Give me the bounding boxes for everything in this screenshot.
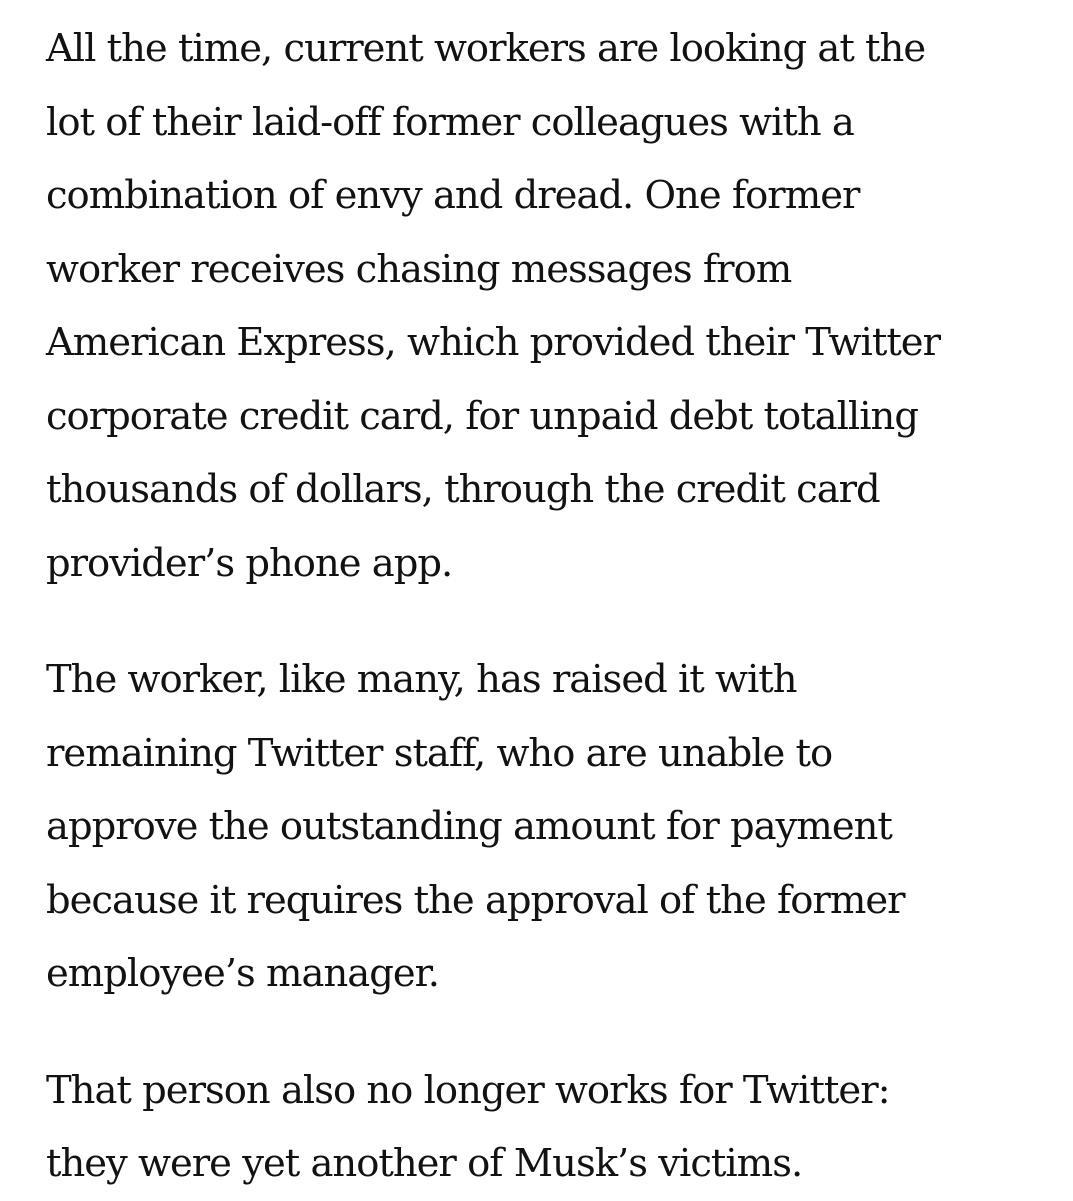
article-paragraph-2: [46, 643, 1056, 1011]
article-body: [46, 12, 1056, 1201]
text-line: lot of their laid-off former colleagues with a: [46, 99, 854, 145]
text-line: combination of envy and dread. One former: [46, 173, 860, 218]
text-line: they were yet another of Musk’s victims.: [46, 1141, 803, 1186]
text-line: provider’s phone app.: [46, 540, 453, 586]
text-line: because it requires the approval of the former: [46, 877, 905, 923]
text-line: American Express, which provided their Twitter: [46, 320, 940, 365]
text-line: corporate credit card, for unpaid debt totalling: [46, 393, 918, 439]
text-line: approve the outstanding amount for payment: [46, 804, 892, 849]
paragraph-spacer: [46, 600, 1056, 643]
text-line: remaining Twitter staff, who are unable to: [46, 730, 833, 776]
paragraph-spacer: [46, 1011, 1056, 1054]
text-line: worker receives chasing messages from: [46, 246, 792, 292]
article-paragraph-3: [46, 1054, 1056, 1201]
text-line: The worker, like many, has raised it with: [46, 657, 797, 702]
text-line: employee’s manager.: [46, 951, 440, 996]
article-paragraph-1: [46, 12, 1056, 600]
text-line: That person also no longer works for Twitter:: [46, 1067, 890, 1113]
text-line: All the time, current workers are looking at the: [46, 26, 926, 71]
text-line: thousands of dollars, through the credit card: [46, 467, 880, 512]
